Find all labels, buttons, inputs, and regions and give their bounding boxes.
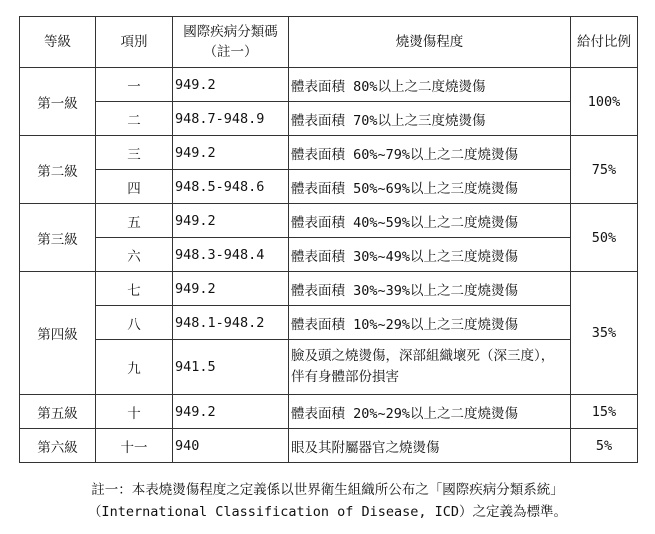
code-cell: 948.1-948.2	[173, 306, 289, 340]
ratio-cell: 100%	[571, 68, 638, 136]
grade-cell: 第三級	[20, 204, 96, 272]
desc-cell: 體表面積 70%以上之三度燒燙傷	[289, 102, 571, 136]
code-cell: 948.5-948.6	[173, 170, 289, 204]
item-cell: 六	[96, 238, 173, 272]
ratio-cell: 15%	[571, 395, 638, 429]
header-row	[20, 17, 638, 68]
header-icd	[173, 17, 289, 68]
grade-cell: 第六級	[20, 429, 96, 463]
item-cell: 十	[96, 395, 173, 429]
header-ratio: 給付比例	[571, 17, 638, 68]
desc-cell: 體表面積 50%~69%以上之三度燒燙傷	[289, 170, 571, 204]
table-row	[20, 102, 638, 136]
desc-cell: 體表面積 80%以上之二度燒燙傷	[289, 68, 571, 102]
ratio-cell: 35%	[571, 272, 638, 395]
code-cell: 948.3-948.4	[173, 238, 289, 272]
header-icd-line2: （註一）	[203, 44, 258, 60]
item-cell: 一	[96, 68, 173, 102]
code-cell: 940	[173, 429, 289, 463]
item-cell: 五	[96, 204, 173, 238]
ratio-cell: 5%	[571, 429, 638, 463]
header-item: 項別	[96, 17, 173, 68]
code-cell: 948.7-948.9	[173, 102, 289, 136]
ratio-cell: 50%	[571, 204, 638, 272]
table-row	[20, 340, 638, 395]
grade-cell: 第五級	[20, 395, 96, 429]
table-row	[20, 238, 638, 272]
code-cell: 949.2	[173, 272, 289, 306]
desc-cell	[289, 340, 571, 395]
desc-cell: 體表面積 60%~79%以上之二度燒燙傷	[289, 136, 571, 170]
item-cell: 九	[96, 340, 173, 395]
header-icd-line1: 國際疾病分類碼	[183, 24, 278, 40]
table-row	[20, 272, 638, 306]
table-row	[20, 429, 638, 463]
table-row	[20, 136, 638, 170]
table-row	[20, 68, 638, 102]
table-row	[20, 204, 638, 238]
table-row	[20, 306, 638, 340]
desc-cell: 眼及其附屬器官之燒燙傷	[289, 429, 571, 463]
item-cell: 八	[96, 306, 173, 340]
grade-cell: 第四級	[20, 272, 96, 395]
footnote-line-2: （International Classification of Disease, ICD）之定義為標準。	[87, 504, 568, 520]
code-cell: 949.2	[173, 136, 289, 170]
table-row	[20, 395, 638, 429]
code-cell: 949.2	[173, 68, 289, 102]
item-cell: 四	[96, 170, 173, 204]
item-cell: 七	[96, 272, 173, 306]
desc-cell: 體表面積 20%~29%以上之二度燒燙傷	[289, 395, 571, 429]
table-row	[20, 170, 638, 204]
desc-cell: 體表面積 40%~59%以上之二度燒燙傷	[289, 204, 571, 238]
grade-cell: 第一級	[20, 68, 96, 136]
code-cell: 949.2	[173, 204, 289, 238]
header-degree: 燒燙傷程度	[289, 17, 571, 68]
grade-cell: 第二級	[20, 136, 96, 204]
desc-cell: 體表面積 30%~49%以上之三度燒燙傷	[289, 238, 571, 272]
code-cell: 949.2	[173, 395, 289, 429]
desc-cell: 體表面積 30%~39%以上之二度燒燙傷	[289, 272, 571, 306]
desc-cell: 體表面積 10%~29%以上之三度燒燙傷	[289, 306, 571, 340]
header-grade: 等級	[20, 17, 96, 68]
burn-payment-table	[19, 16, 638, 463]
item-cell: 三	[96, 136, 173, 170]
item-cell: 十一	[96, 429, 173, 463]
item-cell: 二	[96, 102, 173, 136]
ratio-cell: 75%	[571, 136, 638, 204]
footnote-line-1: 註一：本表燒燙傷程度之定義係以世界衛生組織所公布之「國際疾病分類系統」	[91, 482, 564, 498]
code-cell: 941.5	[173, 340, 289, 395]
desc-text: 臉及頭之燒燙傷，深部組織壞死（深三度），伴有身體部份損害	[291, 348, 555, 385]
